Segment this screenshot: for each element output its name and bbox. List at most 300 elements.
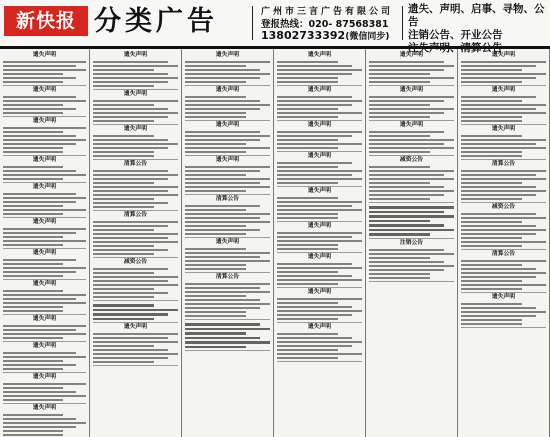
ad-text-line xyxy=(369,143,444,145)
ad-text-line xyxy=(185,217,260,219)
ad-text-line xyxy=(185,131,260,133)
ad-text-line xyxy=(93,280,168,282)
ad-text-line xyxy=(369,269,444,271)
ad-text-line xyxy=(3,81,63,83)
classified-ad xyxy=(369,156,454,203)
ad-text-line xyxy=(277,357,338,359)
ad-text-line xyxy=(369,73,430,75)
ad-text-line xyxy=(185,287,260,289)
ad-text-line xyxy=(369,215,454,218)
ad-text-line xyxy=(185,147,270,149)
ad-text-line xyxy=(461,323,522,325)
ad-text-line xyxy=(93,108,168,110)
ad-text-line xyxy=(3,294,86,296)
ad-text-line xyxy=(277,201,362,203)
ad-text-line xyxy=(277,178,362,180)
ad-text-line xyxy=(3,275,63,277)
mobile-line xyxy=(261,29,389,42)
ad-text-line xyxy=(369,233,430,236)
ad-text-line xyxy=(93,198,154,200)
ad-text-line xyxy=(461,264,522,266)
ad-column xyxy=(458,49,550,437)
ad-column xyxy=(182,49,274,437)
ad-text-line xyxy=(185,186,270,188)
ad-text-line xyxy=(185,139,260,141)
ad-text-line xyxy=(93,292,168,294)
ad-title: 遗失声明 xyxy=(399,52,424,58)
ad-text-line xyxy=(369,182,430,184)
ad-text-line xyxy=(3,147,63,149)
ad-text-line xyxy=(277,73,352,75)
ad-text-line xyxy=(93,174,178,176)
ad-text-line xyxy=(3,174,86,176)
ad-text-line xyxy=(93,284,178,286)
ad-text-line xyxy=(277,143,362,145)
ad-title: 遗失声明 xyxy=(307,87,332,93)
ad-text-line xyxy=(93,112,178,114)
ad-text-line xyxy=(93,100,178,102)
ad-text-line xyxy=(3,418,76,420)
ad-text-line xyxy=(93,304,154,307)
hotline xyxy=(261,16,388,30)
ad-text-line xyxy=(185,299,260,301)
ad-text-line xyxy=(93,194,178,196)
ad-text-line xyxy=(185,77,260,79)
ad-text-line xyxy=(185,151,246,153)
ad-text-line xyxy=(185,205,260,207)
ad-text-line xyxy=(3,104,63,106)
classified-ad xyxy=(185,86,270,121)
ad-text-line xyxy=(93,170,168,172)
ad-text-line xyxy=(3,197,86,199)
ad-text-line xyxy=(93,221,178,223)
classified-ad xyxy=(185,273,270,320)
ad-title: 遗失声明 xyxy=(215,239,240,245)
ad-text-line xyxy=(277,81,338,83)
ad-title: 减资公告 xyxy=(491,204,516,210)
ad-text-line xyxy=(3,166,63,168)
ad-text-line xyxy=(461,198,522,200)
ad-text-line xyxy=(461,61,546,63)
ad-text-line xyxy=(93,237,168,239)
ad-text-line xyxy=(461,272,546,274)
company-name: 广州市三言广告有限公司 xyxy=(261,7,394,17)
ad-text-line xyxy=(461,225,536,227)
ad-text-line xyxy=(185,96,246,98)
ad-text-line xyxy=(185,116,246,118)
ad-text-line xyxy=(461,81,522,83)
ad-text-line xyxy=(461,170,546,172)
classified-ad xyxy=(461,293,546,328)
ad-title: 遗失声明 xyxy=(399,87,424,93)
classified-ad xyxy=(277,152,362,187)
ad-text-line xyxy=(3,329,76,331)
ad-title: 遗失声明 xyxy=(123,126,148,132)
ad-text-line xyxy=(3,310,63,312)
classified-ad xyxy=(93,51,178,90)
ad-text-line xyxy=(185,81,246,83)
ad-text-line xyxy=(461,147,546,149)
ad-text-line xyxy=(461,135,522,137)
ad-title: 遗失声明 xyxy=(32,52,57,58)
ad-text-line xyxy=(93,361,154,363)
ad-text-line xyxy=(461,174,536,176)
ad-text-line xyxy=(369,198,430,200)
ad-title: 遗失声明 xyxy=(215,52,240,58)
ad-text-line xyxy=(461,194,536,196)
ad-text-line xyxy=(185,108,260,110)
ad-text-line xyxy=(461,96,536,98)
ad-text-line xyxy=(277,310,362,312)
ad-text-line xyxy=(461,151,522,153)
ad-text-line xyxy=(93,276,178,278)
ad-text-line xyxy=(3,298,76,300)
ad-text-line xyxy=(277,217,338,219)
ad-text-line xyxy=(369,65,454,67)
service-line: 注销公告、开业公告 xyxy=(408,29,503,41)
ad-text-line xyxy=(3,383,86,385)
ad-text-line xyxy=(369,104,430,106)
mobile-note: (微信同步) xyxy=(345,32,390,42)
ad-text-line xyxy=(369,174,444,176)
classified-ad xyxy=(3,404,86,437)
ad-text-line xyxy=(185,311,246,313)
ad-text-line xyxy=(277,232,362,234)
ad-text-line xyxy=(93,178,168,180)
classified-ad xyxy=(277,51,362,86)
ad-title: 遗失声明 xyxy=(32,316,57,322)
ad-text-line xyxy=(277,333,338,335)
classified-ad xyxy=(93,323,178,366)
ad-text-line xyxy=(369,273,430,275)
ad-text-line xyxy=(277,275,352,277)
ad-title: 遗失声明 xyxy=(491,126,516,132)
ad-title: 清算公告 xyxy=(123,212,148,218)
classified-ad xyxy=(3,342,86,373)
ad-text-line xyxy=(277,96,352,98)
ad-text-line xyxy=(461,104,546,106)
ad-text-line xyxy=(369,100,444,102)
ad-text-line xyxy=(3,414,63,416)
ad-text-line xyxy=(3,267,86,269)
ad-text-line xyxy=(461,213,536,215)
ad-text-line xyxy=(369,178,454,180)
ad-text-line xyxy=(3,135,76,137)
ad-text-line xyxy=(93,85,154,87)
featured-notice xyxy=(369,203,454,239)
ad-text-line xyxy=(93,272,154,274)
ad-text-line xyxy=(93,309,178,312)
ad-text-line xyxy=(93,143,178,145)
ad-text-line xyxy=(369,116,430,118)
ad-text-line xyxy=(93,253,154,255)
ad-text-line xyxy=(3,143,76,145)
ad-text-line xyxy=(3,77,76,79)
ad-text-line xyxy=(369,166,430,168)
ad-text-line xyxy=(185,69,260,71)
ad-text-line xyxy=(277,302,338,304)
ad-text-line xyxy=(185,213,270,215)
ad-text-line xyxy=(277,112,362,114)
ad-text-line xyxy=(369,190,454,192)
ad-text-line xyxy=(461,73,546,75)
ad-title: 遗失声明 xyxy=(32,184,57,190)
ad-text-line xyxy=(369,77,454,79)
ad-title: 遗失声明 xyxy=(123,52,148,58)
classified-ad xyxy=(93,160,178,211)
classified-ad xyxy=(461,51,546,86)
ad-title: 遗失声明 xyxy=(32,343,57,349)
ad-text-line xyxy=(369,96,454,98)
ad-text-line xyxy=(3,360,63,362)
ad-text-line xyxy=(3,399,63,401)
ad-text-line xyxy=(185,315,246,317)
ad-text-line xyxy=(185,256,260,258)
ad-text-line xyxy=(93,233,178,235)
ad-text-line xyxy=(277,240,362,242)
ad-text-line xyxy=(185,252,270,254)
ad-text-line xyxy=(277,108,338,110)
classified-ad xyxy=(369,121,454,156)
ad-text-line xyxy=(3,139,86,141)
ad-text-line xyxy=(369,81,430,83)
ad-text-line xyxy=(93,104,154,106)
ad-text-line xyxy=(461,311,546,313)
ad-title: 遗失声明 xyxy=(32,118,57,124)
ad-text-line xyxy=(93,349,168,351)
ad-text-line xyxy=(277,170,362,172)
ad-text-line xyxy=(461,182,522,184)
ad-text-line xyxy=(93,77,178,79)
ad-text-line xyxy=(93,225,168,227)
ad-title: 遗失声明 xyxy=(215,87,240,93)
ad-text-line xyxy=(3,213,63,215)
ad-text-line xyxy=(3,61,86,63)
ad-column xyxy=(90,49,182,437)
ad-text-line xyxy=(185,182,260,184)
ad-text-line xyxy=(93,318,154,321)
ad-text-line xyxy=(185,209,246,211)
ad-text-line xyxy=(185,190,246,192)
ad-text-line xyxy=(93,288,154,290)
ad-text-line xyxy=(461,315,536,317)
ad-text-line xyxy=(369,108,454,110)
classified-ad xyxy=(277,323,362,362)
ad-text-line xyxy=(3,368,63,370)
ad-text-line xyxy=(3,193,76,195)
ad-text-line xyxy=(3,422,86,424)
classified-ads-body xyxy=(0,49,550,437)
ad-text-line xyxy=(3,352,76,354)
ad-text-line xyxy=(3,302,86,304)
classified-ad xyxy=(461,160,546,203)
ad-text-line xyxy=(3,108,76,110)
ad-text-line xyxy=(3,178,63,180)
ad-title: 遗失声明 xyxy=(491,52,516,58)
ad-text-line xyxy=(3,426,76,428)
ad-text-line xyxy=(93,206,154,208)
ad-text-line xyxy=(369,277,430,279)
ad-text-line xyxy=(277,104,352,106)
service-line: 注失声明、清算公告 xyxy=(408,42,503,54)
classified-ad xyxy=(185,156,270,195)
ad-text-line xyxy=(3,201,76,203)
ad-title: 清算公告 xyxy=(215,274,240,280)
ad-text-line xyxy=(461,69,522,71)
ad-text-line xyxy=(369,249,444,251)
ad-text-line xyxy=(185,61,270,63)
ad-text-line xyxy=(369,139,454,141)
ad-text-line xyxy=(3,395,86,397)
ad-text-line xyxy=(277,244,338,246)
ad-text-line xyxy=(185,346,246,349)
classified-ad xyxy=(277,121,362,152)
classified-ad xyxy=(185,238,270,273)
ad-text-line xyxy=(185,104,270,106)
ad-text-line xyxy=(185,328,270,331)
ad-text-line xyxy=(93,139,168,141)
ad-text-line xyxy=(185,178,270,180)
ad-title: 遗失声明 xyxy=(32,405,57,411)
ad-text-line xyxy=(3,306,63,308)
ad-text-line xyxy=(185,233,246,235)
ad-text-line xyxy=(461,233,536,235)
ad-text-line xyxy=(461,77,536,79)
ad-text-line xyxy=(185,337,260,340)
ad-text-line xyxy=(277,306,352,308)
ad-text-line xyxy=(277,69,362,71)
ad-text-line xyxy=(185,143,246,145)
ad-text-line xyxy=(185,295,246,297)
ad-text-line xyxy=(277,209,362,211)
ad-text-line xyxy=(277,116,338,118)
ad-text-line xyxy=(461,307,536,309)
ad-text-line xyxy=(277,337,352,339)
classified-ad xyxy=(461,86,546,125)
ad-title: 遗失声明 xyxy=(307,188,332,194)
ad-text-line xyxy=(3,364,76,366)
ad-title: 遗失声明 xyxy=(32,157,57,163)
classified-ad xyxy=(3,51,86,86)
ad-title: 遗失声明 xyxy=(123,324,148,330)
ad-column xyxy=(366,49,458,437)
ad-text-line xyxy=(277,248,338,250)
classified-ad xyxy=(277,288,362,323)
service-list xyxy=(408,3,550,55)
ad-text-line xyxy=(3,205,63,207)
ad-text-line xyxy=(3,65,76,67)
ad-text-line xyxy=(461,280,522,282)
ad-text-line xyxy=(277,345,352,347)
ad-title: 减资公告 xyxy=(399,157,424,163)
ad-text-line xyxy=(461,178,546,180)
ad-text-line xyxy=(3,337,63,339)
ad-text-line xyxy=(93,81,168,83)
ad-text-line xyxy=(93,61,168,63)
ad-text-line xyxy=(461,268,536,270)
ad-text-line xyxy=(3,73,63,75)
ad-text-line xyxy=(461,120,522,122)
ad-text-line xyxy=(461,303,522,305)
ad-text-line xyxy=(93,120,154,122)
ad-text-line xyxy=(93,296,154,298)
ad-text-line xyxy=(3,127,86,129)
ad-text-line xyxy=(3,96,76,98)
ad-text-line xyxy=(93,357,168,359)
ad-text-line xyxy=(369,211,444,214)
ad-text-line xyxy=(93,116,168,118)
ad-text-line xyxy=(93,341,178,343)
ad-text-line xyxy=(93,245,154,247)
ad-text-line xyxy=(277,147,338,149)
classified-ad xyxy=(3,249,86,280)
ad-text-line xyxy=(185,291,270,293)
ad-text-line xyxy=(369,194,444,196)
ad-text-line xyxy=(277,135,352,137)
ad-title: 清算公告 xyxy=(123,161,148,167)
ad-text-line xyxy=(185,166,270,168)
ad-text-line xyxy=(277,318,338,320)
ad-column xyxy=(274,49,366,437)
newspaper-logo: 新快报 xyxy=(4,6,88,36)
ad-text-line xyxy=(461,229,546,231)
ad-text-line xyxy=(3,333,86,335)
classified-ad xyxy=(369,86,454,121)
ad-title: 遗失声明 xyxy=(307,153,332,159)
ad-text-line xyxy=(93,268,168,270)
ad-text-line xyxy=(277,349,338,351)
hotline-label: 登报热线： xyxy=(261,19,309,30)
ad-text-line xyxy=(277,213,338,215)
ad-title: 遗失声明 xyxy=(32,87,57,93)
ad-text-line xyxy=(461,190,546,192)
ad-text-line xyxy=(277,100,362,102)
ad-text-line xyxy=(461,139,546,141)
ad-text-line xyxy=(93,337,168,339)
ad-text-line xyxy=(461,245,522,247)
ad-text-line xyxy=(185,341,270,344)
ad-text-line xyxy=(369,229,454,232)
ad-text-line xyxy=(461,100,522,102)
ad-text-line xyxy=(185,260,270,262)
ad-text-line xyxy=(185,112,246,114)
ad-text-line xyxy=(3,263,63,265)
ad-text-line xyxy=(3,290,63,292)
ad-text-line xyxy=(185,100,260,102)
header-divider xyxy=(402,6,403,40)
ad-text-line xyxy=(3,259,76,261)
classified-ad xyxy=(277,253,362,288)
classified-ad xyxy=(3,280,86,315)
ad-text-line xyxy=(277,267,362,269)
ad-text-line xyxy=(277,77,338,79)
ad-text-line xyxy=(3,131,63,133)
ad-text-line xyxy=(3,240,86,242)
classified-ad xyxy=(3,183,86,218)
ad-text-line xyxy=(461,155,522,157)
ad-text-line xyxy=(277,166,338,168)
ad-text-line xyxy=(461,276,536,278)
ad-title: 减资公告 xyxy=(123,259,148,265)
ad-text-line xyxy=(369,69,444,71)
ad-title: 遗失声明 xyxy=(215,157,240,163)
ad-text-line xyxy=(93,313,168,316)
ad-title: 遗失声明 xyxy=(307,254,332,260)
ad-text-line xyxy=(93,147,168,149)
ad-text-line xyxy=(461,284,546,286)
ad-text-line xyxy=(3,271,76,273)
ad-text-line xyxy=(369,131,444,133)
